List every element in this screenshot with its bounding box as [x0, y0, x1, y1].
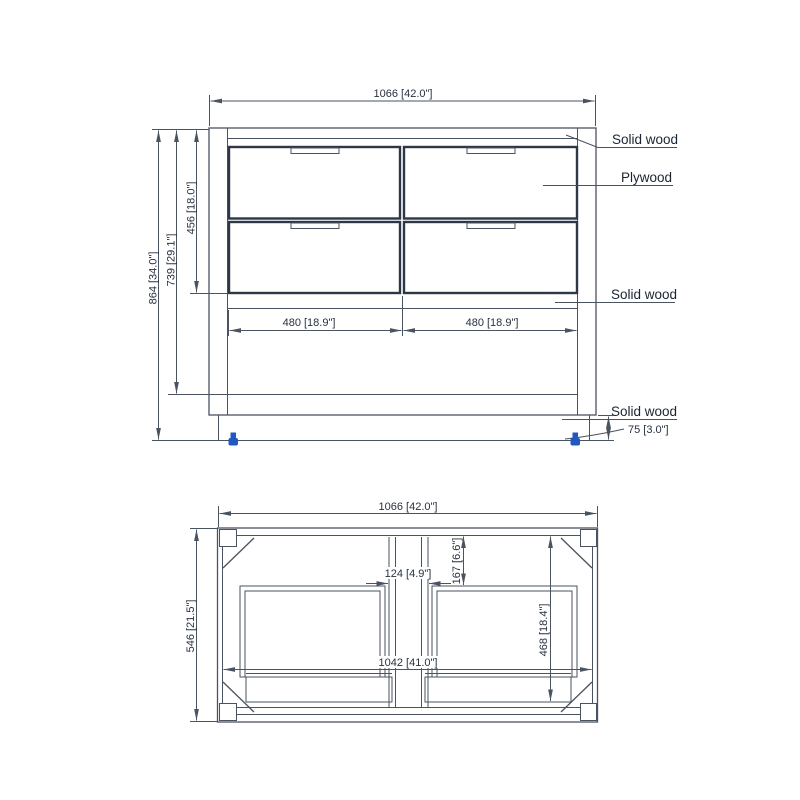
front-label-solid-wood-rail: Solid wood — [611, 287, 678, 302]
front-label-solid-wood-top: Solid wood — [612, 132, 679, 147]
plan-dim-back-offset — [451, 537, 464, 586]
plan-dim-center-gap-text: 124 [4.9"] — [384, 568, 432, 580]
corner-block-bottom-right — [581, 704, 597, 721]
front-label-plywood: Plywood — [621, 170, 673, 185]
front-drawer-top-right — [404, 147, 577, 219]
plan-dim-inner-width-text: 1042 [41.0"] — [378, 657, 438, 669]
front-dim-drawer-width-left-text: 480 [18.9"] — [282, 317, 336, 329]
plan-dim-width-text: 1066 [42.0"] — [378, 501, 438, 513]
plan-dim-drawer-depth-text: 468 [18.4"] — [538, 603, 550, 657]
drawer-handle-notch — [291, 148, 339, 154]
front-dim-plinth-text: 75 [3.0"] — [628, 424, 669, 436]
drawer-handle-notch — [467, 148, 515, 154]
front-dim-height-body-text: 739 [29.1"] — [165, 233, 178, 287]
corner-block-top-left — [220, 530, 237, 547]
front-dim-drawer-width-right-text: 480 [18.9"] — [465, 317, 519, 329]
front-drawer-bottom-right — [404, 222, 577, 293]
corner-block-bottom-left — [220, 704, 237, 721]
drawer-handle-notch — [467, 223, 515, 229]
front-drawer-bottom-left — [229, 222, 400, 293]
plan-dim-back-offset-text: 167 [6.6"] — [451, 537, 463, 585]
front-dim-height-overall-text: 864 [34.0"] — [147, 251, 160, 305]
front-label-solid-wood-plinth: Solid wood — [611, 404, 678, 419]
corner-block-top-right — [581, 530, 597, 547]
front-dim-drawer-section-text: 456 [18.0"] — [185, 181, 198, 235]
front-drawer-top-left — [229, 147, 400, 219]
plan-dim-depth-text: 546 [21.5"] — [185, 599, 197, 653]
front-dim-width-text: 1066 [42.0"] — [373, 88, 433, 100]
drawer-handle-notch — [291, 223, 339, 229]
